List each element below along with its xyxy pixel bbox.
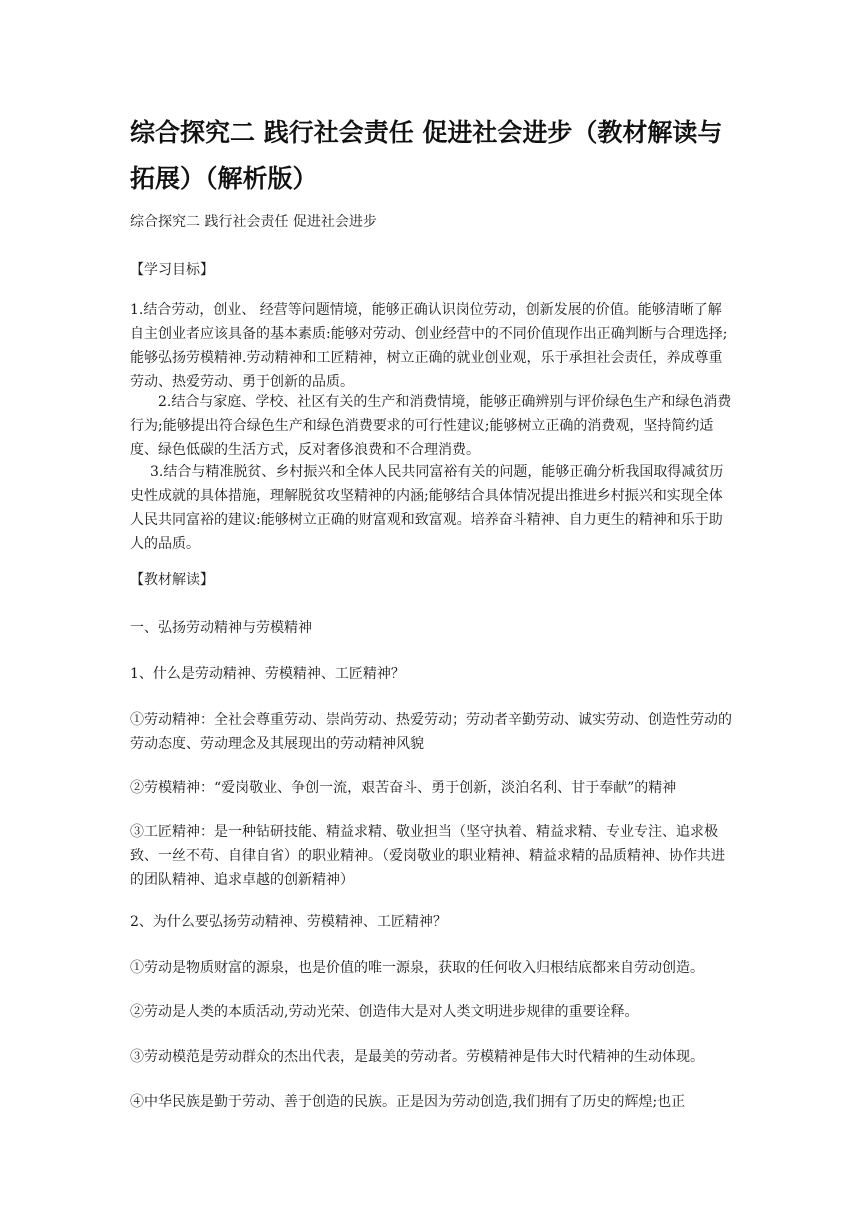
document-title: 综合探究二 践行社会责任 促进社会进步（教材解读与拓展）（解析版） bbox=[130, 118, 723, 193]
goals-heading: 【学习目标】 bbox=[130, 262, 214, 278]
question-1-answer-2: ②劳模精神：“爱岗敬业、争创一流，艰苦奋斗、勇于创新，淡泊名利、甘于奉献”的精神 bbox=[130, 780, 677, 796]
goal-paragraph-1: 1.结合劳动，创业、 经营等问题情境，能够正确认识岗位劳动，创新发展的价值。能够清晰了解自主创业者应该具备的基本素质:能够对劳动、创业经营中的不同价值现作出正确判断与合理选择;能够弘扬劳模精神.劳动精神和工匠精神，树立正确的就业创业观，乐于承担社会责任，养成尊重劳动、热爱劳动、勇于创新的品质。 bbox=[130, 302, 728, 390]
document-subtitle: 综合探究二 践行社会责任 促进社会进步 bbox=[130, 214, 377, 230]
question-2-answer-4: ④中华民族是勤于劳动、善于创造的民族。正是因为劳动创造,我们拥有了历史的辉煌;也正 bbox=[130, 1094, 686, 1110]
question-1-answer-3: ③工匠精神：是一种钻研技能、精益求精、敬业担当（坚守执着、精益求精、专业专注、追求极致、一丝不苟、自律自省）的职业精神。（爱岗敬业的职业精神、精益求精的品质精神、协作共进的团队精神、追求卓越的创新精神） bbox=[130, 824, 725, 888]
question-1: 1、什么是劳动精神、劳模精神、工匠精神？ bbox=[130, 666, 405, 682]
question-2: 2、为什么要弘扬劳动精神、劳模精神、工匠精神？ bbox=[130, 914, 447, 930]
question-2-answer-3: ③劳动模范是劳动群众的杰出代表，是最美的劳动者。劳模精神是伟大时代精神的生动体现。 bbox=[130, 1049, 704, 1065]
goal-paragraph-3: 3.结合与精准脱贫、乡村振兴和全体人民共同富裕有关的问题，能够正确分析我国取得减贫历史性成就的具体措施，理解脱贫攻坚精神的内涵;能够结合具体情况提出推进乡村振兴和实现全体人民共同富裕的建议:能够树立正确的财富观和致富观。培养奋斗精神、自力更生的精神和乐于助人的品质。 bbox=[130, 464, 724, 552]
reading-heading: 【教材解读】 bbox=[130, 572, 214, 588]
goal-paragraph-2: 2.结合与家庭、学校、社区有关的生产和消费情境，能够正确辨别与评价绿色生产和绿色消费行为;能够提出符合绿色生产和绿色消费要求的可行性建议;能够树立正确的消费观，坚持简约适度、绿色低碳的生活方式，反对奢侈浪费和不合理消费。 bbox=[130, 394, 732, 458]
question-2-answer-2: ②劳动是人类的本质活动,劳动光荣、创造伟大是对人类文明进步规律的重要诠释。 bbox=[130, 1004, 639, 1020]
question-2-answer-1: ①劳动是物质财富的源泉，也是价值的唯一源泉，获取的任何收入归根结底都来自劳动创造。 bbox=[130, 960, 704, 976]
section-heading-1: 一、弘扬劳动精神与劳模精神 bbox=[130, 620, 312, 636]
question-1-answer-1: ①劳动精神：全社会尊重劳动、崇尚劳动、热爱劳动；劳动者辛勤劳动、诚实劳动、创造性劳动的劳动态度、劳动理念及其展现出的劳动精神风貌 bbox=[130, 712, 732, 752]
